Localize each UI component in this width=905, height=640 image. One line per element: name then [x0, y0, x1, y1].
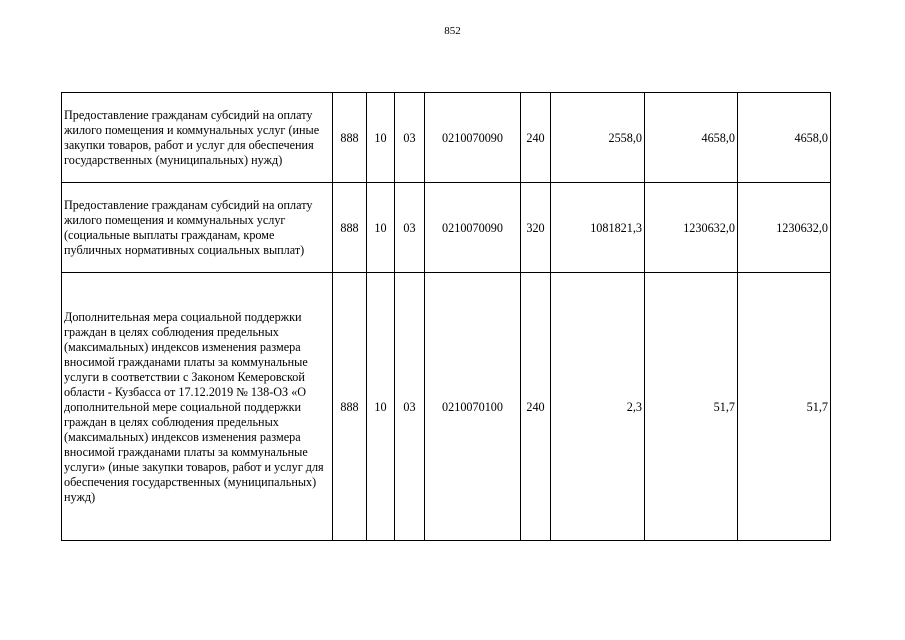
- row-expense-type: 240: [521, 273, 551, 541]
- row-section: 10: [367, 93, 395, 183]
- row-section: 10: [367, 183, 395, 273]
- table-row: [62, 183, 831, 273]
- table-row: [62, 273, 831, 541]
- row-description: Предоставление гражданам субсидий на оплату жилого помещения и коммунальных услуг (социальные выплаты гражданам, кроме публичных нормативных социальных выплат): [62, 183, 333, 273]
- row-value-2: 4658,0: [645, 93, 738, 183]
- row-section: 10: [367, 273, 395, 541]
- row-value-2: 1230632,0: [645, 183, 738, 273]
- row-target: 0210070090: [425, 183, 521, 273]
- row-code: 888: [333, 93, 367, 183]
- row-value-3: 51,7: [738, 273, 831, 541]
- row-target: 0210070100: [425, 273, 521, 541]
- row-value-3: 1230632,0: [738, 183, 831, 273]
- budget-table: [61, 92, 831, 541]
- row-description: Дополнительная мера социальной поддержки граждан в целях соблюдения предельных (максимальных) индексов изменения размера вносимой гражданами платы за коммунальные услуги в соответствии с Законом Кемеровской области - Кузбасса от 17.12.2019 № 138-ОЗ «О дополнительной мере социальной поддержки граждан в целях соблюдения предельных (максимальных) индексов изменения размера вносимой гражданами платы за коммунальные услуги» (иные закупки товаров, работ и услуг для обеспечения государственных (муниципальных) нужд): [62, 273, 333, 541]
- row-description: Предоставление гражданам субсидий на оплату жилого помещения и коммунальных услуг (иные закупки товаров, работ и услуг для обеспечения государственных (муниципальных) нужд): [62, 93, 333, 183]
- row-target: 0210070090: [425, 93, 521, 183]
- row-code: 888: [333, 183, 367, 273]
- row-subsection: 03: [395, 93, 425, 183]
- row-value-3: 4658,0: [738, 93, 831, 183]
- row-subsection: 03: [395, 273, 425, 541]
- row-value-1: 2,3: [551, 273, 645, 541]
- page-number: 852: [444, 25, 461, 37]
- row-expense-type: 240: [521, 93, 551, 183]
- row-value-1: 2558,0: [551, 93, 645, 183]
- row-subsection: 03: [395, 183, 425, 273]
- row-value-1: 1081821,3: [551, 183, 645, 273]
- table-row: [62, 93, 831, 183]
- row-expense-type: 320: [521, 183, 551, 273]
- row-value-2: 51,7: [645, 273, 738, 541]
- row-code: 888: [333, 273, 367, 541]
